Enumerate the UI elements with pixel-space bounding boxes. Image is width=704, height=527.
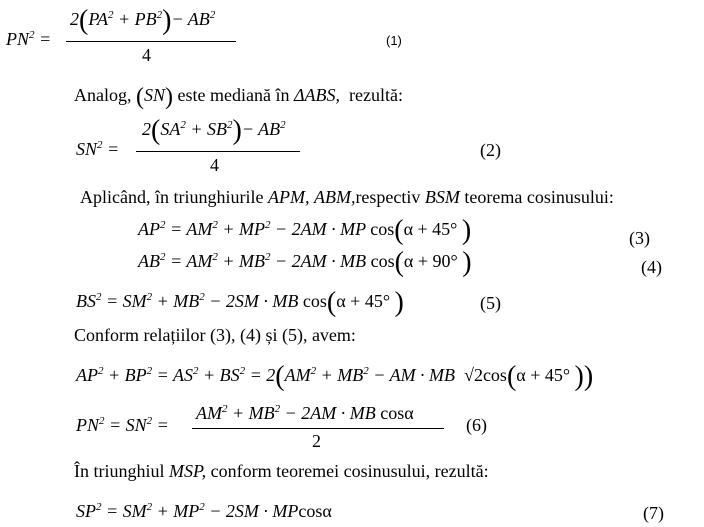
eq5: $BS^2 = SM^2 + MB^2 - 2SM$ · MB cos(α + 45° ) bbox=[76, 287, 404, 318]
eq6-denominator: 2 bbox=[312, 431, 321, 451]
eq1-numerator: $2(PA^2 + PB^2)- AB^2$ bbox=[70, 5, 216, 36]
eq3-number: (3) bbox=[629, 228, 650, 248]
eq6-number: (6) bbox=[466, 415, 487, 435]
eq6-fraction-bar bbox=[192, 428, 444, 429]
eq6-numerator: $AM^2 + MB^2 - 2AM$ · MB cosα bbox=[196, 403, 414, 423]
eq5-number: (5) bbox=[480, 293, 501, 313]
eq2-lhs: $SN^2$ = bbox=[76, 139, 120, 159]
eq2-number: (2) bbox=[480, 140, 501, 160]
analog-line: Analog, (SN) este mediană în ΔABS, rezultă: bbox=[74, 84, 404, 110]
conform-line: Conform relațiilor (3), (4) și (5), avem: bbox=[74, 325, 356, 345]
eq1-lhs: $PN^2$ = bbox=[6, 29, 52, 49]
eq3: $AP^2 = AM^2 + MP^2 - 2AM$ · MP cos(α + 45° ) bbox=[138, 215, 472, 246]
eq7-number: (7) bbox=[643, 503, 664, 523]
in-tri-line: În triunghiul MSP, conform teoremei cosinusului, rezultă: bbox=[74, 461, 489, 481]
eq4-number: (4) bbox=[641, 257, 662, 277]
eq2-numerator: $2(SA^2 + SB^2)- AB^2$ bbox=[142, 115, 286, 146]
eq2-fraction-bar bbox=[136, 151, 300, 152]
aplicand-line: Aplicând, în triunghiurile APM, ABM,respectiv BSM teorema cosinusului: bbox=[80, 187, 614, 207]
eq2-denominator: 4 bbox=[210, 155, 219, 175]
eq-sum: $AP^2 + BP^2 = AS^2 + BS^2 = 2(AM^2 + MB^2$ − AM · MB √2cos(α + 45° )) bbox=[76, 361, 594, 392]
eq6-lhs: $PN^2 = SN^2$ = bbox=[76, 415, 169, 435]
eq1-number: (1) bbox=[386, 33, 402, 48]
eq1-denominator: 4 bbox=[142, 45, 151, 65]
eq7: $SP^2 = SM^2 + MP^2 - 2SM \cdot MPcos\alpha$ bbox=[76, 501, 332, 521]
eq4: $AB^2 = AM^2 + MB^2 - 2AM$ · MB cos(α + 90° ) bbox=[138, 247, 472, 278]
eq1-fraction-bar bbox=[66, 41, 236, 42]
